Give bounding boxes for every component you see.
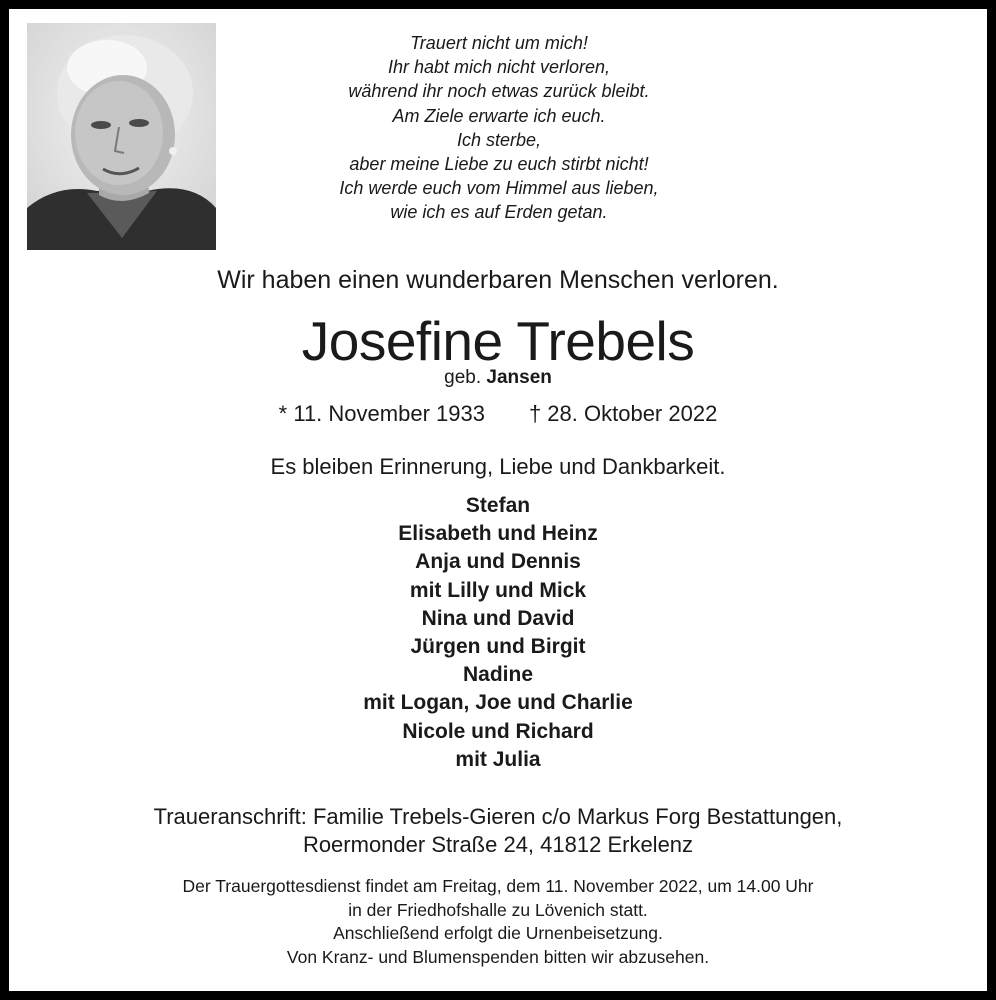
service-line: Von Kranz- und Blumenspenden bitten wir abzusehen.: [286, 946, 710, 967]
address-line: Traueranschrift: Familie Trebels-Gieren c/o Markus Forg Bestattungen,: [153, 804, 843, 829]
poem-line: aber meine Liebe zu euch stirbt nicht!: [349, 154, 649, 175]
poem-line: Trauert nicht um mich!: [410, 33, 588, 53]
poem-line: Ich werde euch vom Himmel aus lieben,: [339, 178, 659, 199]
birth-name: [9, 367, 987, 389]
lead-sentence: Wir haben einen wunderbaren Menschen verloren.: [217, 266, 779, 294]
family-member: Elisabeth und Heinz: [398, 522, 598, 546]
family-member: Nicole und Richard: [402, 719, 594, 743]
poem-line: während ihr noch etwas zurück bleibt.: [348, 81, 650, 102]
poem-line: Ihr habt mich nicht verloren,: [387, 57, 611, 78]
poem-line: wie ich es auf Erden getan.: [390, 202, 608, 223]
portrait-photo-icon: [27, 23, 216, 250]
family-member: Stefan: [465, 494, 531, 517]
poem: [269, 31, 729, 225]
family-member: Jürgen und Birgit: [410, 635, 586, 659]
service-line: Anschließend erfolgt die Urnenbeisetzung.: [333, 923, 663, 943]
family-member: mit Julia: [455, 747, 541, 771]
birth-name-prefix: geb.: [444, 367, 482, 388]
family-member: mit Logan, Joe und Charlie: [363, 691, 633, 715]
death-date: † 28. Oktober 2022: [528, 401, 718, 426]
family-list: [9, 492, 987, 774]
deceased-name: Josefine Trebels: [301, 310, 695, 372]
family-member: Nadine: [462, 663, 533, 687]
family-member: Nina und David: [421, 606, 575, 630]
service-line: in der Friedhofshalle zu Lövenich statt.: [348, 899, 648, 920]
service-line: Der Trauergottesdienst findet am Freitag, dem 11. November 2022, um 14.00 Uhr: [182, 876, 814, 896]
poem-line: Ich sterbe,: [456, 129, 542, 150]
birth-name-value: Jansen: [486, 367, 552, 388]
address-line: Roermonder Straße 24, 41812 Erkelenz: [302, 832, 694, 857]
portrait-photo: [27, 23, 216, 250]
family-member: mit Lilly und Mick: [409, 578, 587, 602]
memory-sentence: Es bleiben Erinnerung, Liebe und Dankbarkeit.: [270, 454, 726, 479]
family-member: Anja und Dennis: [415, 550, 581, 574]
poem-line: Am Ziele erwarte ich euch.: [392, 105, 606, 126]
birth-date: * 11. November 1933: [278, 401, 485, 426]
life-dates: [9, 401, 987, 427]
mourning-address: [9, 803, 987, 859]
service-info: [9, 875, 987, 969]
